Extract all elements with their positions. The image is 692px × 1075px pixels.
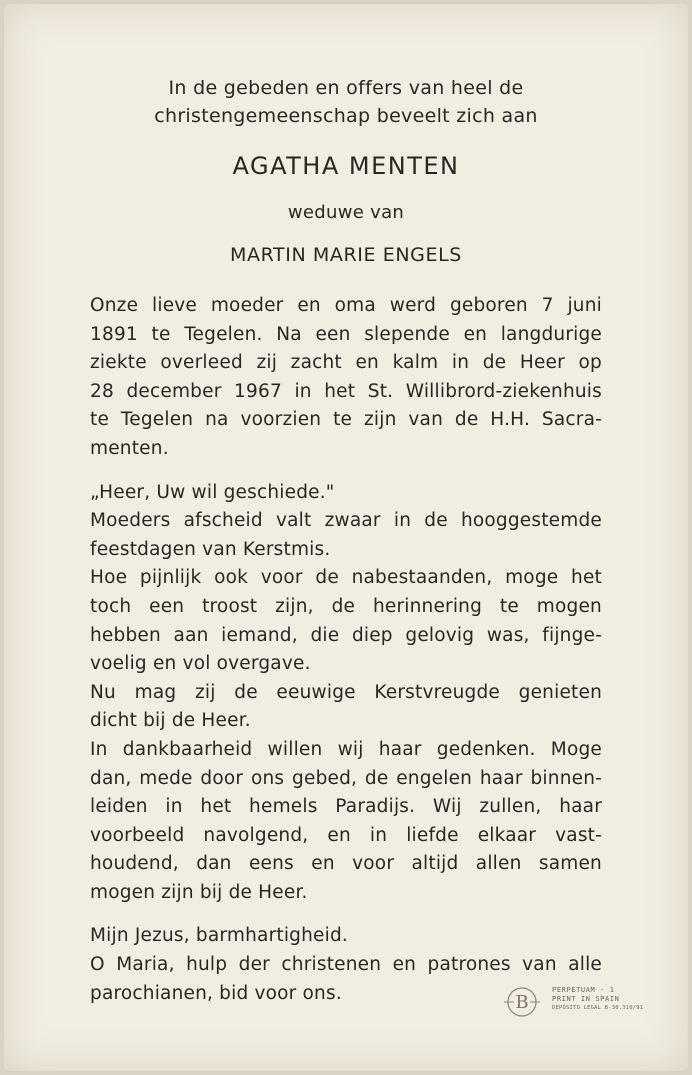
text-line: 1891 te Tegelen. Na een slepende en langdurige: [90, 323, 602, 345]
text-line: hebben aan iemand, die diep gelovig was, fijnge-: [90, 624, 602, 646]
text-line: O Maria, hulp der christenen en patrones van alle: [90, 954, 602, 976]
widow-of-label: weduwe van: [287, 202, 405, 223]
text-line: parochianen, bid voor ons.: [90, 982, 342, 1004]
text-line: dicht bij de Heer.: [90, 710, 251, 732]
text-line: leiden in het hemels Paradijs. Wij zullen, haar: [90, 796, 602, 818]
text-line: menten.: [90, 437, 169, 459]
text-line: toch een troost zijn, de herinnering te mogen: [90, 595, 602, 617]
text-line: Hoe pijnlijk ook voor de nabestaanden, moge het: [90, 567, 602, 589]
text-line: ziekte overleed zij zacht en kalm in de Heer op: [90, 352, 602, 374]
imprint-line: PERPETUAM - 1: [552, 986, 615, 994]
text-line: 28 december 1967 in het St. Willibrord-ziekenhuis: [90, 380, 602, 402]
text-line: te Tegelen na voorzien te zijn van de H.H. Sacra-: [90, 409, 602, 431]
text-line: Onze lieve moeder en oma werd geboren 7 juni: [90, 295, 602, 316]
logo-letter: B: [515, 992, 529, 1013]
text-line: voelig en vol overgave.: [90, 653, 311, 675]
text-line: Mijn Jezus, barmhartigheid.: [90, 925, 348, 947]
imprint-line: PRINT IN SPAIN: [552, 995, 620, 1003]
text-line: mogen zijn bij de Heer.: [90, 881, 308, 903]
text-line: dan, mede door ons gebed, de engelen haar binnen-: [90, 767, 602, 789]
publisher-logo-icon: [502, 982, 542, 1022]
deceased-name: AGATHA MENTEN: [232, 152, 460, 180]
intro-line: In de gebeden en offers van heel de: [168, 77, 524, 99]
text-line: Moeders afscheid valt zwaar in de hooggestemde: [90, 510, 602, 532]
memorial-card: [4, 4, 688, 1071]
card-body: [90, 292, 602, 1008]
text-line: voorbeeld navolgend, en in liefde elkaar vast-: [90, 824, 602, 846]
text-line: houdend, dan eens en voor altijd allen samen: [90, 853, 602, 875]
imprint-line: DEPÓSITO LEGAL B-30.310/91: [552, 1005, 644, 1011]
text-line: feestdagen van Kerstmis.: [90, 538, 331, 560]
text-line: In dankbaarheid willen wij haar gedenken. Moge: [90, 738, 602, 760]
text-line: Nu mag zij de eeuwige Kerstvreugde genieten: [90, 681, 602, 703]
intro-line: christengemeenschap beveelt zich aan: [154, 105, 538, 127]
intro-text: [4, 74, 688, 130]
printer-imprint: [552, 986, 643, 1013]
husband-name: MARTIN MARIE ENGELS: [230, 244, 462, 266]
text-line: „Heer, Uw wil geschiede.": [90, 481, 335, 503]
